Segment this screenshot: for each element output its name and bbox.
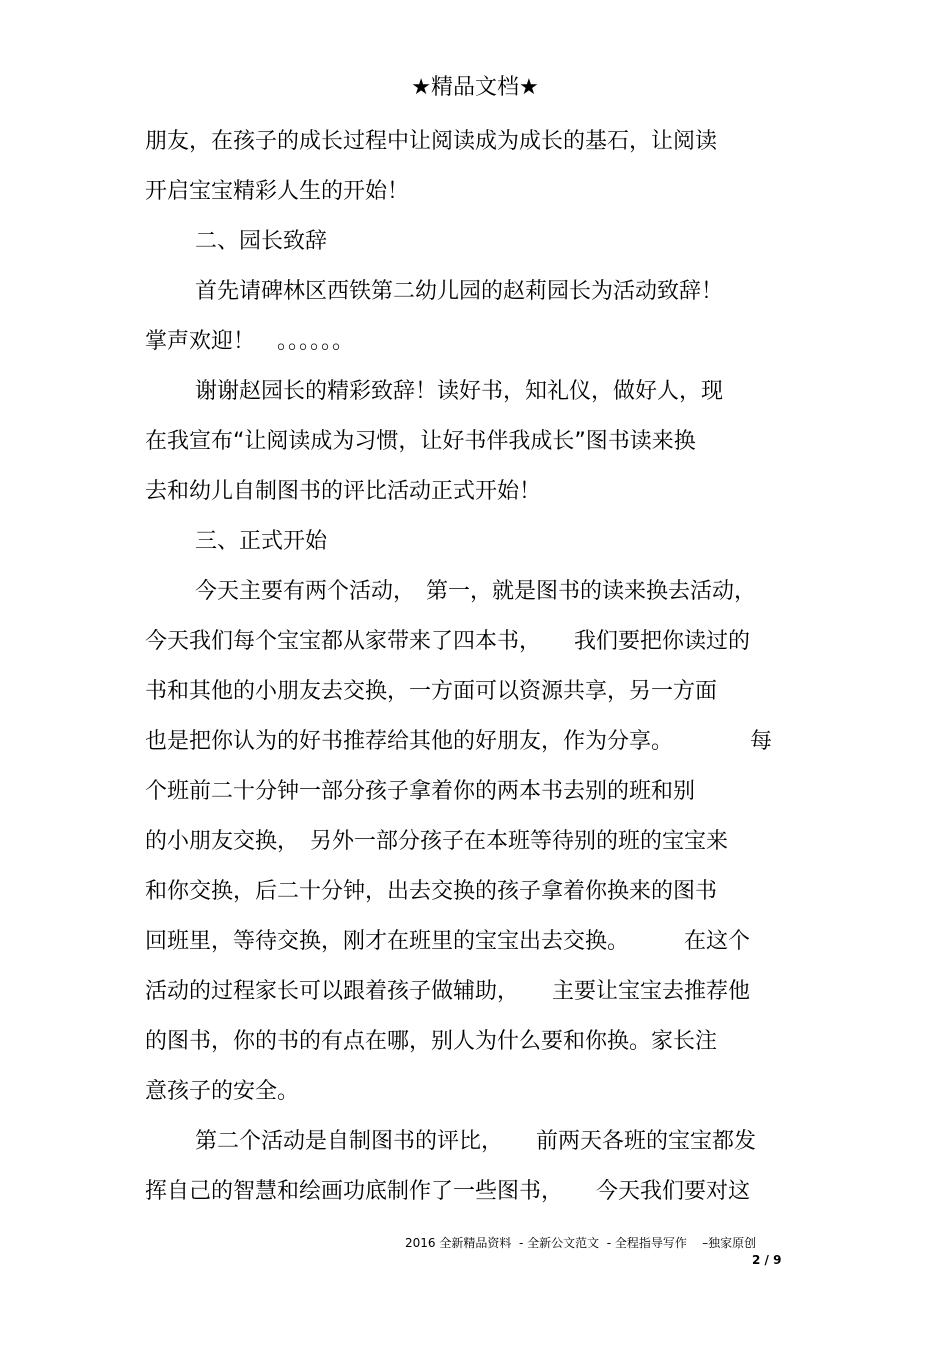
- body-line: 在我宣布“让阅读成为习惯，让好书伴我成长”图书读来换: [145, 429, 696, 454]
- body-line: 和你交换，后二十分钟，出去交换的孩子拿着你换来的图书: [145, 879, 718, 904]
- body-line: 的图书，你的书的有点在哪，别人为什么要和你换。家长注: [145, 1029, 718, 1054]
- section-heading-principal-speech: 二、园长致辞: [195, 229, 328, 254]
- page-number: 2 / 9: [752, 1253, 782, 1267]
- body-line: 掌声欢迎！ 。。。。。。: [145, 329, 355, 354]
- body-line: 个班前二十分钟一部分孩子拿着你的两本书去别的班和别: [145, 779, 696, 804]
- body-line: 意孩子的安全。: [145, 1079, 300, 1104]
- body-line: 回班里，等待交换，刚才在班里的宝宝出去交换。 在这个: [145, 929, 751, 954]
- body-line: 书和其他的小朋友去交换，一方面可以资源共享，另一方面: [145, 679, 718, 704]
- body-line: 挥自己的智慧和绘画功底制作了一些图书， 今天我们要对这: [145, 1179, 751, 1204]
- section-heading-official-start: 三、正式开始: [195, 529, 328, 554]
- body-line: 朋友，在孩子的成长过程中让阅读成为成长的基石，让阅读: [145, 129, 718, 154]
- page-footer-text: 2016 全新精品资料 - 全新公文范文 - 全程指导写作 –独家原创: [405, 1236, 757, 1250]
- body-line: 开启宝宝精彩人生的开始！: [145, 179, 410, 204]
- page-header-title: ★精品文档★: [411, 75, 539, 100]
- body-line: 活动的过程家长可以跟着孩子做辅助， 主要让宝宝去推荐他: [145, 979, 751, 1004]
- body-line: 去和幼儿自制图书的评比活动正式开始！: [145, 479, 542, 504]
- body-line: 今天我们每个宝宝都从家带来了四本书， 我们要把你读过的: [145, 629, 751, 654]
- body-line: 今天主要有两个活动， 第一，就是图书的读来换去活动，: [195, 579, 757, 604]
- body-line: 第二个活动是自制图书的评比， 前两天各班的宝宝都发: [195, 1129, 757, 1154]
- body-line: 也是把你认为的好书推荐给其他的好朋友，作为分享。 每: [145, 729, 773, 754]
- body-line: 首先请碑林区西铁第二幼儿园的赵莉园长为活动致辞！: [195, 279, 724, 304]
- body-line: 的小朋友交换， 另外一部分孩子在本班等待别的班的宝宝来: [145, 829, 729, 854]
- body-line: 谢谢赵园长的精彩致辞！读好书，知礼仪，做好人，现: [195, 379, 724, 404]
